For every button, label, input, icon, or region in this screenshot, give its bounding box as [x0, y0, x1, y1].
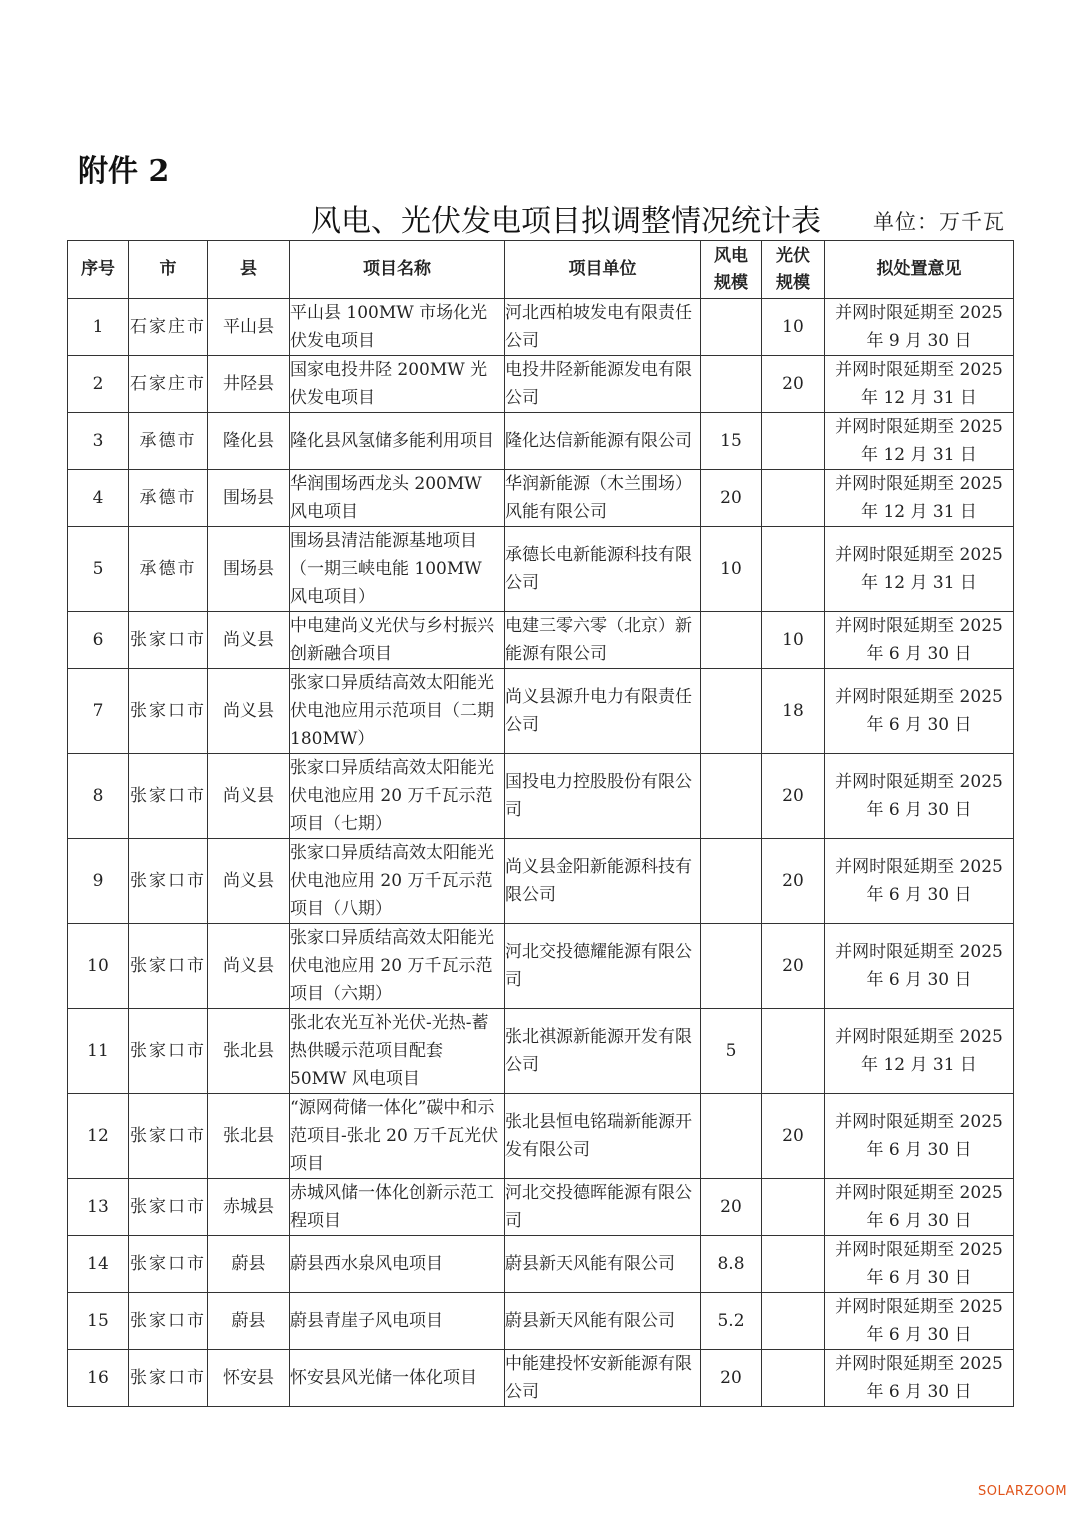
cell-no: 7 [68, 669, 129, 754]
cell-opinion: 并网时限延期至 2025 年 6 月 30 日 [825, 1236, 1014, 1293]
cell-no: 10 [68, 924, 129, 1009]
cell-pv-scale: 10 [762, 299, 825, 356]
cell-project-name: “源网荷储一体化”碳中和示范项目-张北 20 万千瓦光伏项目 [290, 1094, 505, 1179]
cell-wind-scale [701, 1094, 762, 1179]
cell-opinion: 并网时限延期至 2025 年 6 月 30 日 [825, 1350, 1014, 1407]
cell-company: 河北交投德晖能源有限公司 [505, 1179, 701, 1236]
cell-pv-scale: 20 [762, 839, 825, 924]
cell-opinion: 并网时限延期至 2025 年 12 月 31 日 [825, 1009, 1014, 1094]
cell-wind-scale: 15 [701, 413, 762, 470]
cell-company: 张北祺源新能源开发有限公司 [505, 1009, 701, 1094]
cell-wind-scale: 20 [701, 1350, 762, 1407]
cell-pv-scale: 18 [762, 669, 825, 754]
header-opinion: 拟处置意见 [825, 241, 1014, 299]
cell-wind-scale: 5.2 [701, 1293, 762, 1350]
header-pv-line2: 规模 [776, 272, 810, 293]
cell-project-name: 张家口异质结高效太阳能光伏电池应用 20 万千瓦示范项目（六期） [290, 924, 505, 1009]
table-row [68, 1350, 1014, 1407]
cell-wind-scale: 8.8 [701, 1236, 762, 1293]
cell-county: 尚义县 [208, 669, 290, 754]
table-row [68, 669, 1014, 754]
cell-opinion: 并网时限延期至 2025 年 12 月 31 日 [825, 527, 1014, 612]
cell-pv-scale [762, 527, 825, 612]
cell-project-name: 蔚县西水泉风电项目 [290, 1236, 505, 1293]
cell-city: 石家庄市 [129, 356, 208, 413]
header-wind-line2: 规模 [714, 272, 748, 293]
cell-no: 5 [68, 527, 129, 612]
cell-opinion: 并网时限延期至 2025 年 6 月 30 日 [825, 612, 1014, 669]
cell-opinion: 并网时限延期至 2025 年 6 月 30 日 [825, 1094, 1014, 1179]
table-row [68, 839, 1014, 924]
header-wind-scale [701, 241, 762, 299]
header-company: 项目单位 [505, 241, 701, 299]
cell-company: 电建三零六零（北京）新能源有限公司 [505, 612, 701, 669]
header-project-name: 项目名称 [290, 241, 505, 299]
table-title: 风电、光伏发电项目拟调整情况统计表 [311, 204, 821, 239]
cell-opinion: 并网时限延期至 2025 年 9 月 30 日 [825, 299, 1014, 356]
cell-project-name: 张家口异质结高效太阳能光伏电池应用 20 万千瓦示范项目（七期） [290, 754, 505, 839]
cell-pv-scale [762, 1009, 825, 1094]
table-row [68, 356, 1014, 413]
header-pv-line1: 光伏 [776, 245, 810, 266]
statistics-table [67, 240, 1014, 1407]
cell-pv-scale [762, 1179, 825, 1236]
attachment-label: 附件 2 [78, 154, 170, 189]
cell-company: 张北县恒电铭瑞新能源开发有限公司 [505, 1094, 701, 1179]
cell-no: 2 [68, 356, 129, 413]
cell-county: 围场县 [208, 470, 290, 527]
cell-wind-scale [701, 754, 762, 839]
cell-no: 14 [68, 1236, 129, 1293]
table-row [68, 413, 1014, 470]
cell-wind-scale [701, 839, 762, 924]
cell-no: 15 [68, 1293, 129, 1350]
cell-wind-scale: 20 [701, 470, 762, 527]
table-row [68, 1094, 1014, 1179]
cell-county: 蔚县 [208, 1236, 290, 1293]
cell-wind-scale [701, 299, 762, 356]
table-row [68, 924, 1014, 1009]
cell-company: 尚义县金阳新能源科技有限公司 [505, 839, 701, 924]
cell-pv-scale [762, 1293, 825, 1350]
cell-opinion: 并网时限延期至 2025 年 12 月 31 日 [825, 470, 1014, 527]
cell-no: 12 [68, 1094, 129, 1179]
cell-city: 张家口市 [129, 924, 208, 1009]
cell-city: 张家口市 [129, 1236, 208, 1293]
cell-county: 怀安县 [208, 1350, 290, 1407]
cell-city: 张家口市 [129, 1350, 208, 1407]
cell-wind-scale [701, 924, 762, 1009]
cell-pv-scale: 20 [762, 1094, 825, 1179]
cell-company: 河北交投德耀能源有限公司 [505, 924, 701, 1009]
cell-opinion: 并网时限延期至 2025 年 6 月 30 日 [825, 1179, 1014, 1236]
cell-wind-scale [701, 612, 762, 669]
table-row [68, 1236, 1014, 1293]
cell-opinion: 并网时限延期至 2025 年 6 月 30 日 [825, 839, 1014, 924]
cell-wind-scale [701, 669, 762, 754]
cell-opinion: 并网时限延期至 2025 年 6 月 30 日 [825, 1293, 1014, 1350]
cell-wind-scale: 10 [701, 527, 762, 612]
cell-city: 张家口市 [129, 1179, 208, 1236]
cell-project-name: 平山县 100MW 市场化光伏发电项目 [290, 299, 505, 356]
cell-wind-scale: 20 [701, 1179, 762, 1236]
cell-opinion: 并网时限延期至 2025 年 6 月 30 日 [825, 924, 1014, 1009]
table-row [68, 754, 1014, 839]
cell-company: 电投井陉新能源发电有限公司 [505, 356, 701, 413]
cell-project-name: 中电建尚义光伏与乡村振兴创新融合项目 [290, 612, 505, 669]
cell-company: 河北西柏坡发电有限责任公司 [505, 299, 701, 356]
cell-city: 石家庄市 [129, 299, 208, 356]
cell-city: 张家口市 [129, 839, 208, 924]
table-row [68, 527, 1014, 612]
cell-project-name: 隆化县风氢储多能利用项目 [290, 413, 505, 470]
cell-no: 8 [68, 754, 129, 839]
cell-county: 隆化县 [208, 413, 290, 470]
cell-county: 尚义县 [208, 754, 290, 839]
cell-pv-scale: 20 [762, 924, 825, 1009]
cell-company: 华润新能源（木兰围场）风能有限公司 [505, 470, 701, 527]
cell-company: 尚义县源升电力有限责任公司 [505, 669, 701, 754]
cell-project-name: 蔚县青崖子风电项目 [290, 1293, 505, 1350]
cell-no: 6 [68, 612, 129, 669]
cell-pv-scale [762, 470, 825, 527]
cell-no: 11 [68, 1009, 129, 1094]
cell-opinion: 并网时限延期至 2025 年 6 月 30 日 [825, 754, 1014, 839]
watermark-logo: SOLARZOOM [978, 1484, 1068, 1499]
cell-pv-scale [762, 1236, 825, 1293]
cell-project-name: 围场县清洁能源基地项目（一期三峡电能 100MW 风电项目） [290, 527, 505, 612]
cell-city: 张家口市 [129, 1094, 208, 1179]
cell-city: 承德市 [129, 527, 208, 612]
cell-wind-scale: 5 [701, 1009, 762, 1094]
header-row [68, 241, 1014, 299]
cell-company: 承德长电新能源科技有限公司 [505, 527, 701, 612]
cell-pv-scale: 20 [762, 356, 825, 413]
cell-city: 承德市 [129, 413, 208, 470]
cell-city: 张家口市 [129, 612, 208, 669]
cell-company: 隆化达信新能源有限公司 [505, 413, 701, 470]
cell-no: 4 [68, 470, 129, 527]
cell-city: 张家口市 [129, 754, 208, 839]
cell-county: 尚义县 [208, 924, 290, 1009]
header-wind-line1: 风电 [714, 245, 748, 266]
cell-county: 尚义县 [208, 612, 290, 669]
cell-no: 13 [68, 1179, 129, 1236]
cell-project-name: 张家口异质结高效太阳能光伏电池应用示范项目（二期 180MW） [290, 669, 505, 754]
cell-company: 国投电力控股股份有限公司 [505, 754, 701, 839]
cell-opinion: 并网时限延期至 2025 年 6 月 30 日 [825, 669, 1014, 754]
cell-project-name: 怀安县风光储一体化项目 [290, 1350, 505, 1407]
table-row [68, 299, 1014, 356]
cell-county: 井陉县 [208, 356, 290, 413]
cell-no: 3 [68, 413, 129, 470]
cell-pv-scale: 20 [762, 754, 825, 839]
cell-city: 张家口市 [129, 1009, 208, 1094]
cell-company: 蔚县新天风能有限公司 [505, 1293, 701, 1350]
cell-project-name: 张北农光互补光伏-光热-蓄热供暖示范项目配套 50MW 风电项目 [290, 1009, 505, 1094]
cell-county: 赤城县 [208, 1179, 290, 1236]
header-county: 县 [208, 241, 290, 299]
cell-company: 蔚县新天风能有限公司 [505, 1236, 701, 1293]
cell-pv-scale [762, 413, 825, 470]
cell-no: 16 [68, 1350, 129, 1407]
cell-project-name: 华润围场西龙头 200MW 风电项目 [290, 470, 505, 527]
table-row [68, 612, 1014, 669]
cell-opinion: 并网时限延期至 2025 年 12 月 31 日 [825, 356, 1014, 413]
header-city: 市 [129, 241, 208, 299]
cell-county: 平山县 [208, 299, 290, 356]
header-no: 序号 [68, 241, 129, 299]
cell-wind-scale [701, 356, 762, 413]
cell-project-name: 国家电投井陉 200MW 光伏发电项目 [290, 356, 505, 413]
cell-project-name: 张家口异质结高效太阳能光伏电池应用 20 万千瓦示范项目（八期） [290, 839, 505, 924]
table-row [68, 1009, 1014, 1094]
header-pv-scale [762, 241, 825, 299]
cell-company: 中能建投怀安新能源有限公司 [505, 1350, 701, 1407]
cell-county: 蔚县 [208, 1293, 290, 1350]
cell-no: 1 [68, 299, 129, 356]
table-row [68, 1179, 1014, 1236]
unit-label: 单位：万千瓦 [873, 210, 1005, 234]
cell-pv-scale: 10 [762, 612, 825, 669]
cell-county: 尚义县 [208, 839, 290, 924]
cell-city: 张家口市 [129, 669, 208, 754]
cell-no: 9 [68, 839, 129, 924]
cell-pv-scale [762, 1350, 825, 1407]
cell-project-name: 赤城风储一体化创新示范工程项目 [290, 1179, 505, 1236]
cell-county: 围场县 [208, 527, 290, 612]
cell-county: 张北县 [208, 1009, 290, 1094]
cell-opinion: 并网时限延期至 2025 年 12 月 31 日 [825, 413, 1014, 470]
cell-city: 承德市 [129, 470, 208, 527]
cell-city: 张家口市 [129, 1293, 208, 1350]
cell-county: 张北县 [208, 1094, 290, 1179]
table-row [68, 470, 1014, 527]
table-row [68, 1293, 1014, 1350]
